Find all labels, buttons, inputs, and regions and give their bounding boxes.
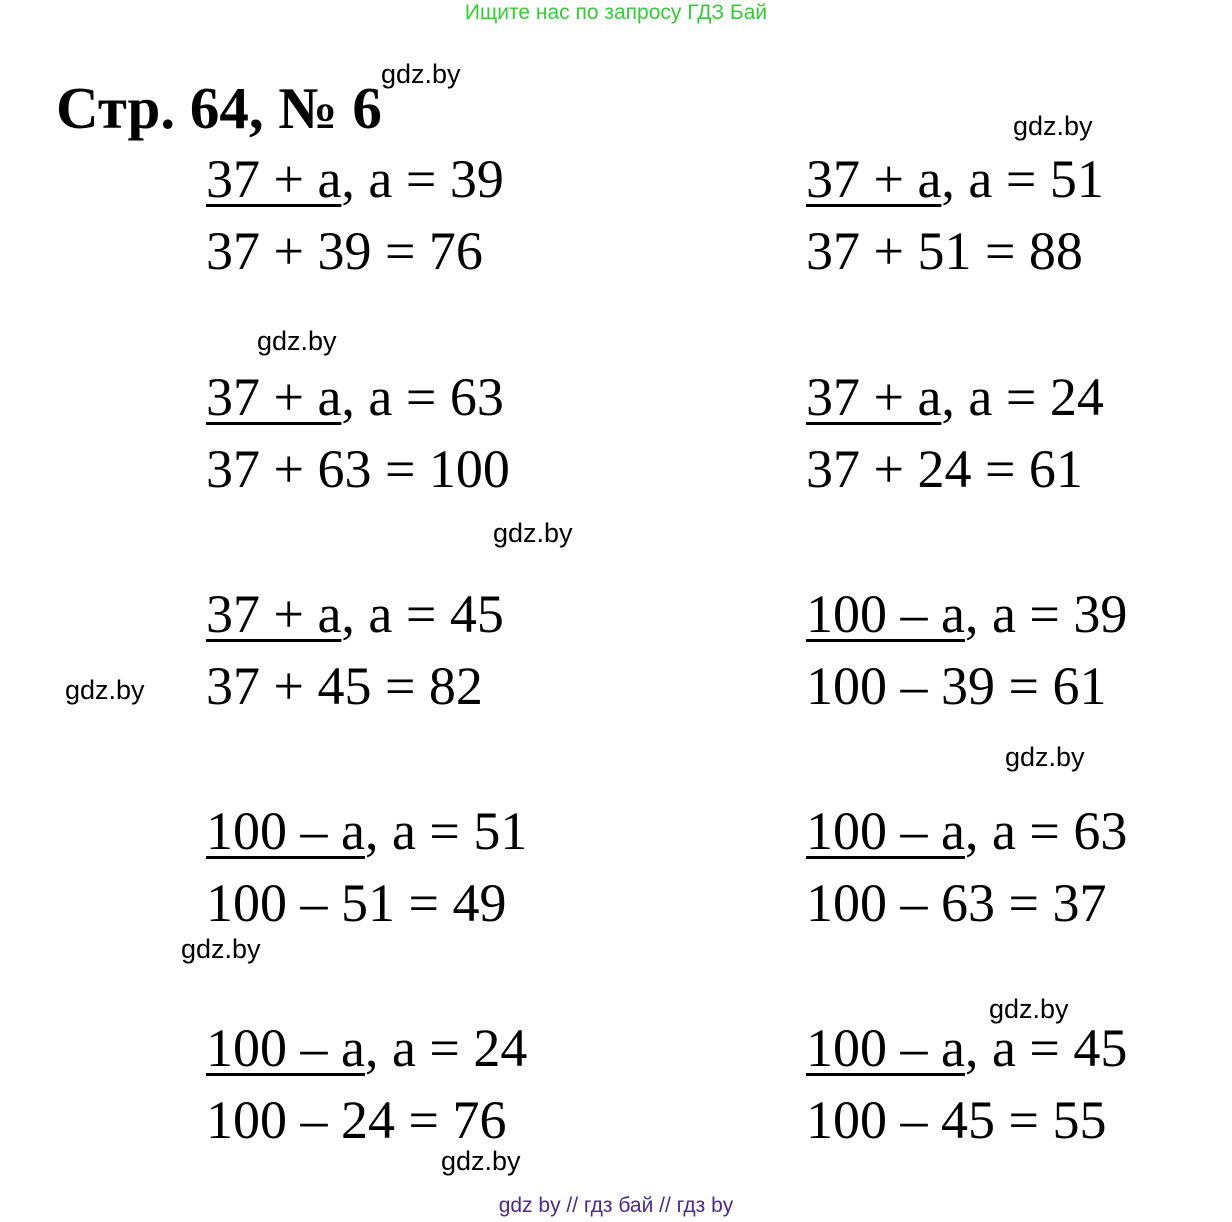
- given-value: , a = 39: [341, 149, 504, 209]
- problem-statement: [206, 143, 504, 215]
- given-value: , a = 24: [941, 367, 1104, 427]
- problem-block: [206, 361, 510, 505]
- problem-result: 37 + 51 = 88: [806, 221, 1083, 281]
- expression: 37 + a: [806, 149, 942, 209]
- given-value: , a = 63: [341, 367, 504, 427]
- problem-statement: [206, 361, 510, 433]
- page-title: Стр. 64, № 6: [56, 75, 382, 141]
- given-value: , a = 45: [341, 584, 504, 644]
- problem-statement: [206, 578, 504, 650]
- problem-block: [206, 143, 504, 287]
- watermark: gdz.by: [181, 934, 261, 964]
- problem-statement: [806, 143, 1104, 215]
- problem-statement: [806, 1012, 1127, 1084]
- problem-result: 37 + 39 = 76: [206, 221, 483, 281]
- expression: 100 – a: [806, 801, 965, 861]
- expression: 100 – a: [806, 1018, 965, 1078]
- problem-block: [806, 143, 1104, 287]
- expression: 37 + a: [206, 584, 342, 644]
- watermark: gdz.by: [1013, 111, 1093, 141]
- problem-block: [806, 795, 1127, 939]
- watermark: gdz.by: [1005, 742, 1085, 772]
- problem-block: [806, 361, 1104, 505]
- problem-result: 100 – 39 = 61: [806, 656, 1107, 716]
- problem-result: 100 – 63 = 37: [806, 873, 1107, 933]
- watermark: gdz.by: [257, 326, 337, 356]
- given-value: , a = 24: [364, 1018, 528, 1078]
- problem-statement: [806, 795, 1127, 867]
- expression: 37 + a: [806, 367, 942, 427]
- watermark: gdz.by: [493, 518, 573, 548]
- problem-statement: [806, 361, 1104, 433]
- problem-result: 37 + 63 = 100: [206, 439, 510, 499]
- problem-block: [206, 1012, 527, 1156]
- given-value: , a = 45: [964, 1018, 1128, 1078]
- problem-result: 100 – 24 = 76: [206, 1090, 507, 1150]
- problem-statement: [206, 795, 527, 867]
- watermark: gdz.by: [381, 59, 461, 89]
- expression: 100 – a: [206, 801, 365, 861]
- problem-block: [206, 795, 527, 939]
- problem-result: 100 – 45 = 55: [806, 1090, 1107, 1150]
- problem-result: 100 – 51 = 49: [206, 873, 507, 933]
- problem-result: 37 + 45 = 82: [206, 656, 483, 716]
- watermark: gdz.by: [989, 994, 1069, 1024]
- given-value: , a = 51: [941, 149, 1104, 209]
- given-value: , a = 39: [964, 584, 1128, 644]
- given-value: , a = 51: [364, 801, 528, 861]
- watermark: gdz.by: [441, 1146, 521, 1176]
- problem-block: [806, 578, 1127, 722]
- footer-links: gdz by // гдз бай // гдз by: [498, 1194, 734, 1217]
- problem-block: [206, 578, 504, 722]
- watermark: gdz.by: [65, 675, 145, 705]
- expression: 37 + a: [206, 149, 342, 209]
- given-value: , a = 63: [964, 801, 1128, 861]
- expression: 100 – a: [806, 584, 965, 644]
- problem-result: 37 + 24 = 61: [806, 439, 1083, 499]
- problem-statement: [806, 578, 1127, 650]
- expression: 37 + a: [206, 367, 342, 427]
- problem-statement: [206, 1012, 527, 1084]
- problem-block: [806, 1012, 1127, 1156]
- search-hint-banner: Ищите нас по запросу ГДЗ Бай: [464, 1, 768, 24]
- expression: 100 – a: [206, 1018, 365, 1078]
